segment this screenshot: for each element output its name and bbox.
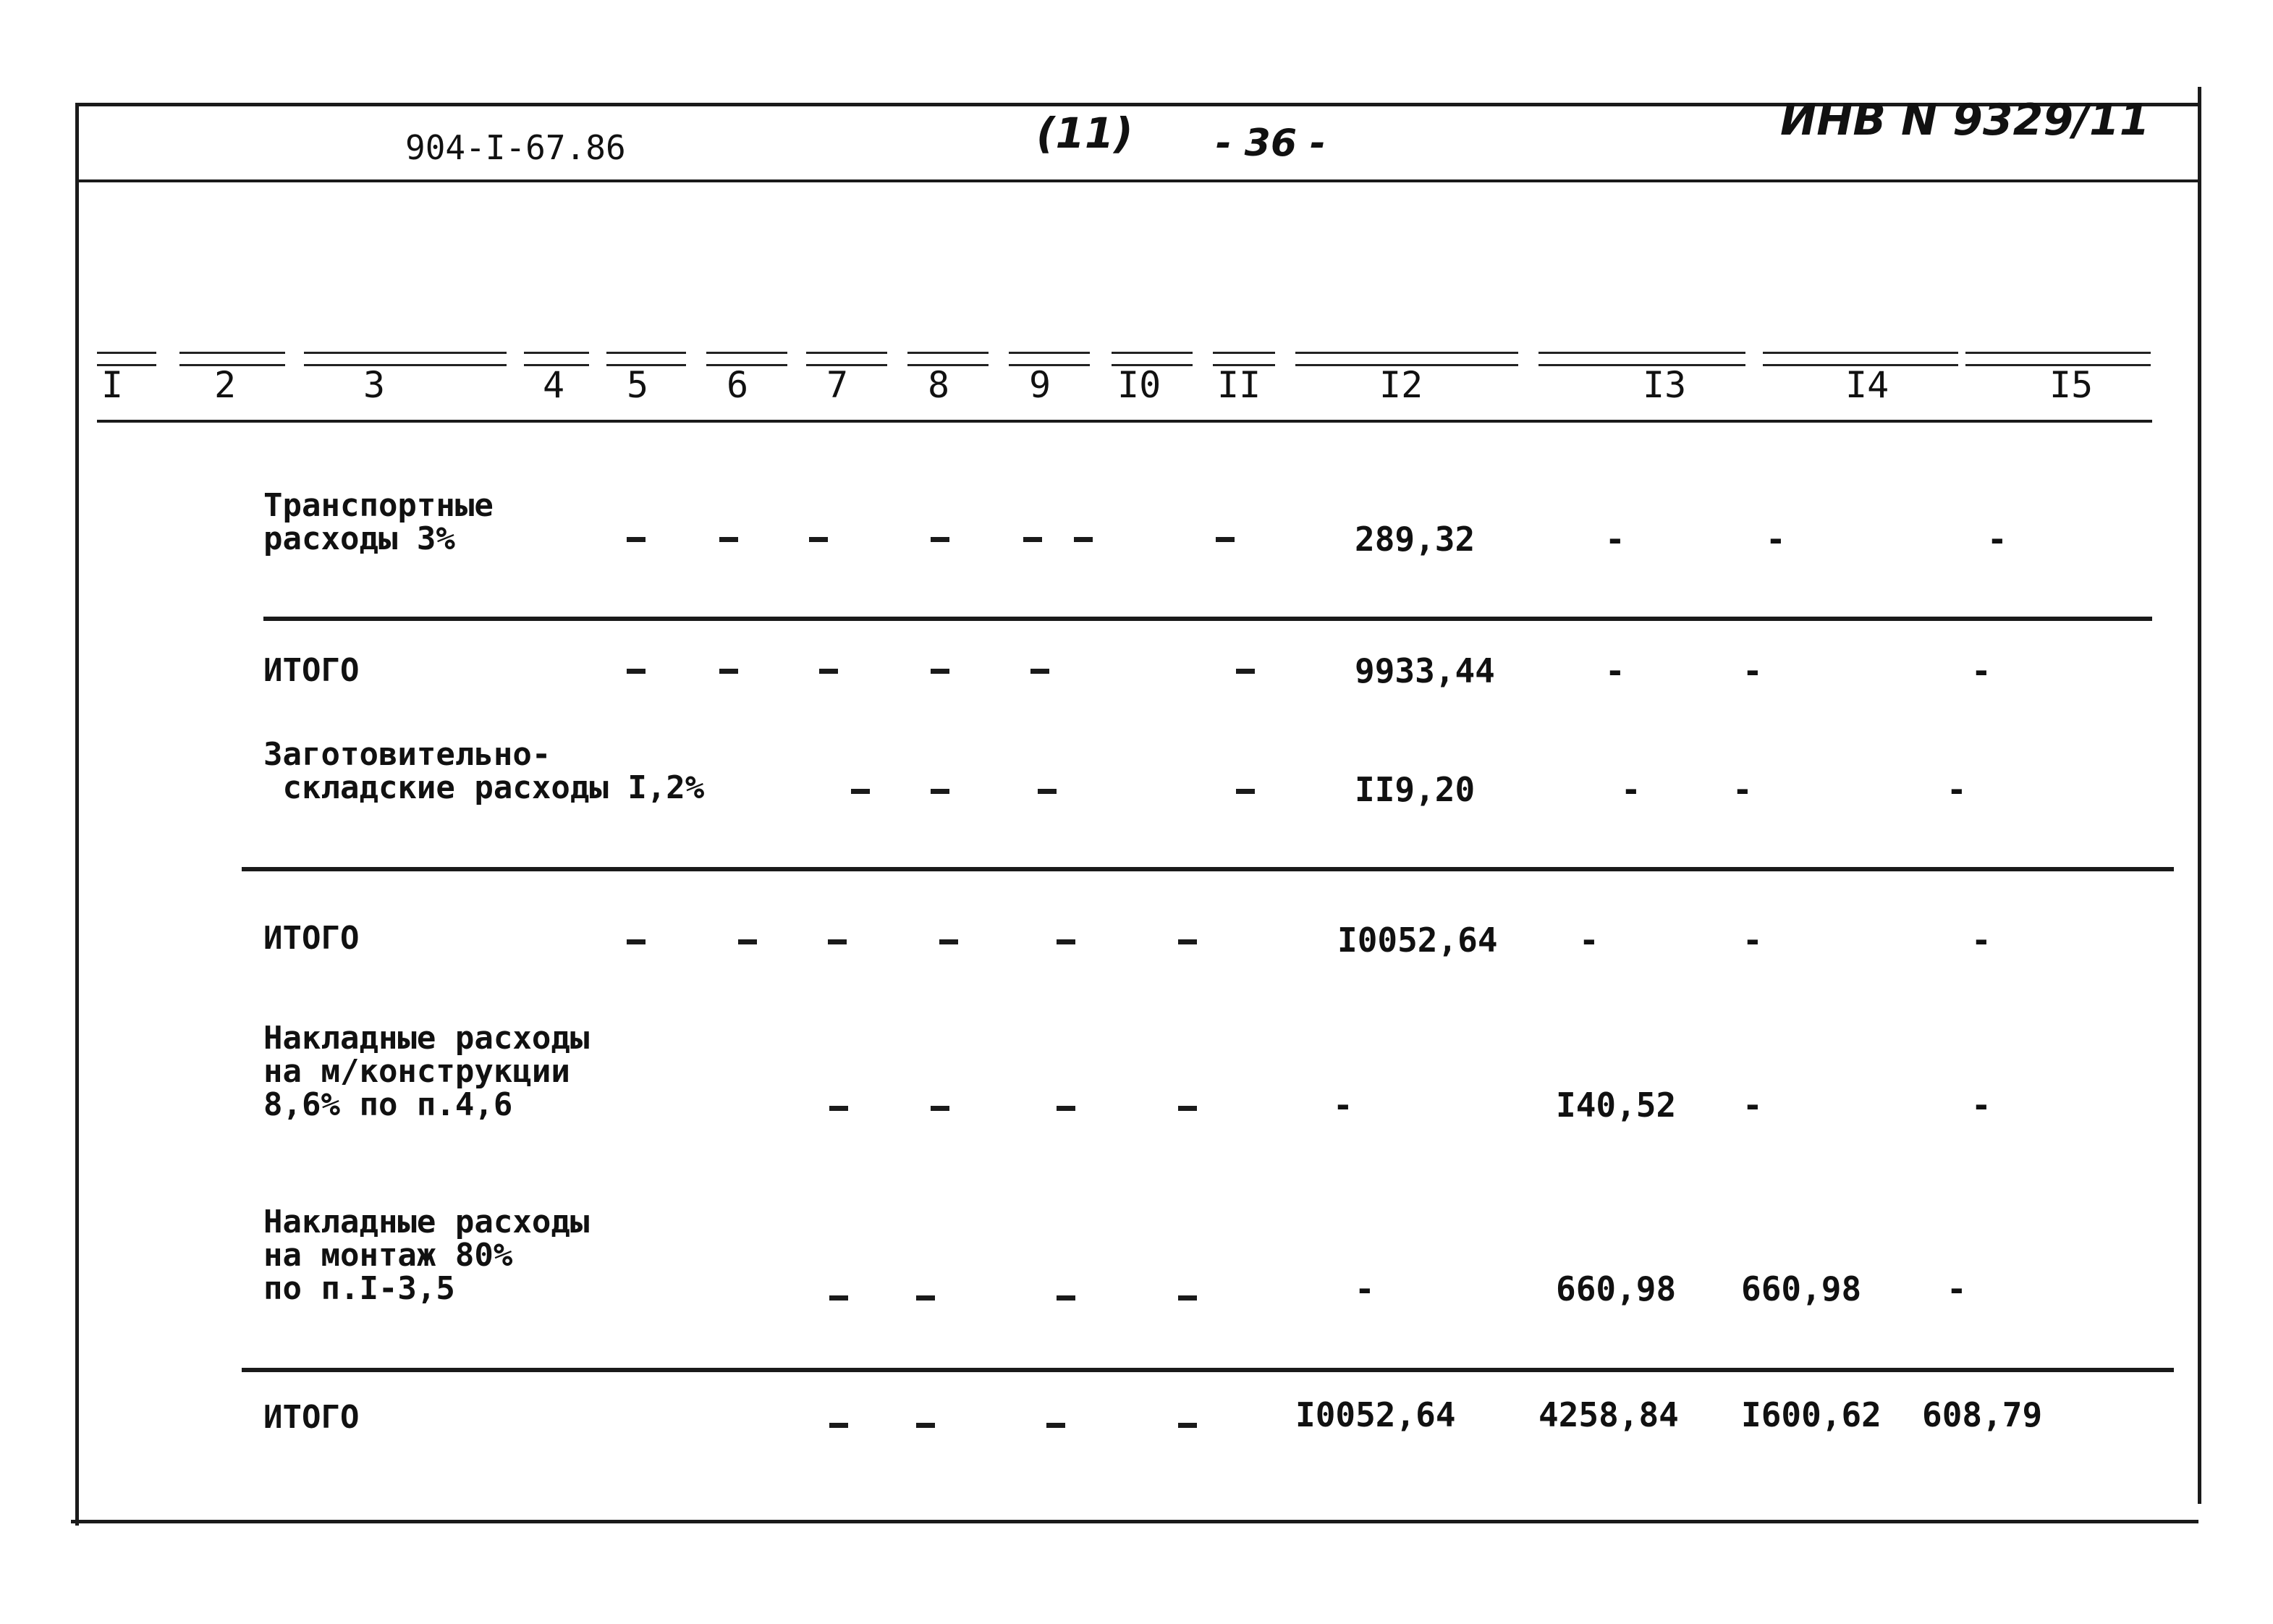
header-rule-segment [304,352,507,366]
cell-col12: I0052,64 [1337,921,1498,960]
cell-col14: - [1743,1086,1763,1125]
cell-col14: 660,98 [1741,1269,1862,1308]
row-separator [242,867,2174,871]
column-number-12: I2 [1379,364,1423,406]
cell-col13: - [1605,651,1625,690]
dash-mark [851,789,870,794]
sheet-mark: (11) [1036,109,1133,158]
dash-mark [931,789,949,794]
cell-col14: I600,62 [1741,1395,1882,1434]
cell-col14: - [1743,921,1763,960]
header-divider [75,179,2201,182]
row-separator [263,617,2152,621]
header-under-rule [97,420,2152,423]
cell-col14: - [1766,520,1786,559]
dash-mark [1236,789,1255,794]
dash-mark [627,669,646,674]
column-number-2: 2 [214,364,237,406]
row-label: ИТОГО [263,920,360,957]
cell-col13: 660,98 [1556,1269,1677,1308]
cell-col12: - [1333,1086,1353,1125]
dash-mark [931,669,949,674]
frame-left-border [75,103,79,1526]
dash-mark [931,537,949,542]
column-number-9: 9 [1029,364,1051,406]
dash-mark [1216,537,1235,542]
row-label: ИТОГО [263,1399,360,1436]
column-number-11: II [1217,364,1261,406]
cell-col13: I40,52 [1556,1086,1677,1125]
cell-col15: - [1971,1086,1991,1125]
cell-col15: - [1947,1269,1967,1308]
dash-mark [1178,1106,1197,1111]
row-separator [242,1368,2174,1372]
dash-mark [829,1423,848,1428]
dash-mark [627,537,646,542]
cell-col13: - [1605,520,1625,559]
cell-col13: - [1621,770,1641,809]
column-number-5: 5 [627,364,649,406]
dash-mark [1178,1295,1197,1301]
dash-mark [916,1295,935,1301]
column-number-6: 6 [727,364,749,406]
dash-mark [1046,1423,1065,1428]
column-number-1: I [101,364,124,406]
column-number-4: 4 [543,364,565,406]
dash-mark [627,939,646,944]
cell-col15: - [1987,520,2007,559]
dash-mark [1178,1423,1197,1428]
column-number-13: I3 [1643,364,1687,406]
header-rule-segment [1538,352,1745,366]
dash-mark [719,537,738,542]
row-label: Накладные расходы на м/конструкции 8,6% по п.4,6 [263,1020,590,1123]
row-label: Заготовительно- складские расходы I,2% [263,736,705,806]
dash-mark [1236,669,1255,674]
dash-mark [738,939,757,944]
cell-col15: - [1971,921,1991,960]
cell-col13: - [1579,921,1599,960]
dash-mark [1057,1295,1075,1301]
dash-mark [1178,939,1197,944]
row-label: Транспортные расходы 3% [263,487,494,557]
cell-col15: - [1947,770,1967,809]
dash-mark [1057,1106,1075,1111]
dash-mark [916,1423,935,1428]
row-label: ИТОГО [263,652,360,689]
frame-bottom-border [71,1520,2198,1523]
dash-mark [829,1295,848,1301]
dash-mark [809,537,828,542]
frame-right-border [2198,87,2201,1504]
row-label: Накладные расходы на монтаж 80% по п.I-3,5 [263,1204,590,1307]
cell-col12: 9933,44 [1355,651,1495,690]
column-number-3: 3 [363,364,386,406]
column-number-10: I0 [1117,364,1161,406]
dash-mark [1038,789,1057,794]
dash-mark [819,669,838,674]
cell-col12: - [1355,1269,1375,1308]
inventory-number: ИНВ N 9329/11 [1780,95,2150,145]
document-code: 904-I-67.86 [405,128,626,167]
dash-mark [931,1106,949,1111]
cell-col12: II9,20 [1355,770,1476,809]
dash-mark [829,1106,848,1111]
dash-mark [1023,537,1042,542]
cell-col12: I0052,64 [1295,1395,1456,1434]
column-number-8: 8 [928,364,950,406]
dash-mark [1057,939,1075,944]
column-number-7: 7 [826,364,849,406]
page-number: - 36 - [1216,122,1326,165]
cell-col12: 289,32 [1355,520,1476,559]
cell-col14: - [1732,770,1753,809]
column-number-15: I5 [2049,364,2094,406]
cell-col14: - [1743,651,1763,690]
dash-mark [939,939,958,944]
dash-mark [828,939,847,944]
cell-col15: 608,79 [1922,1395,2043,1434]
cell-col15: - [1971,651,1991,690]
dash-mark [719,669,738,674]
cell-col13: 4258,84 [1538,1395,1679,1434]
column-number-14: I4 [1845,364,1889,406]
dash-mark [1030,669,1049,674]
dash-mark [1074,537,1093,542]
